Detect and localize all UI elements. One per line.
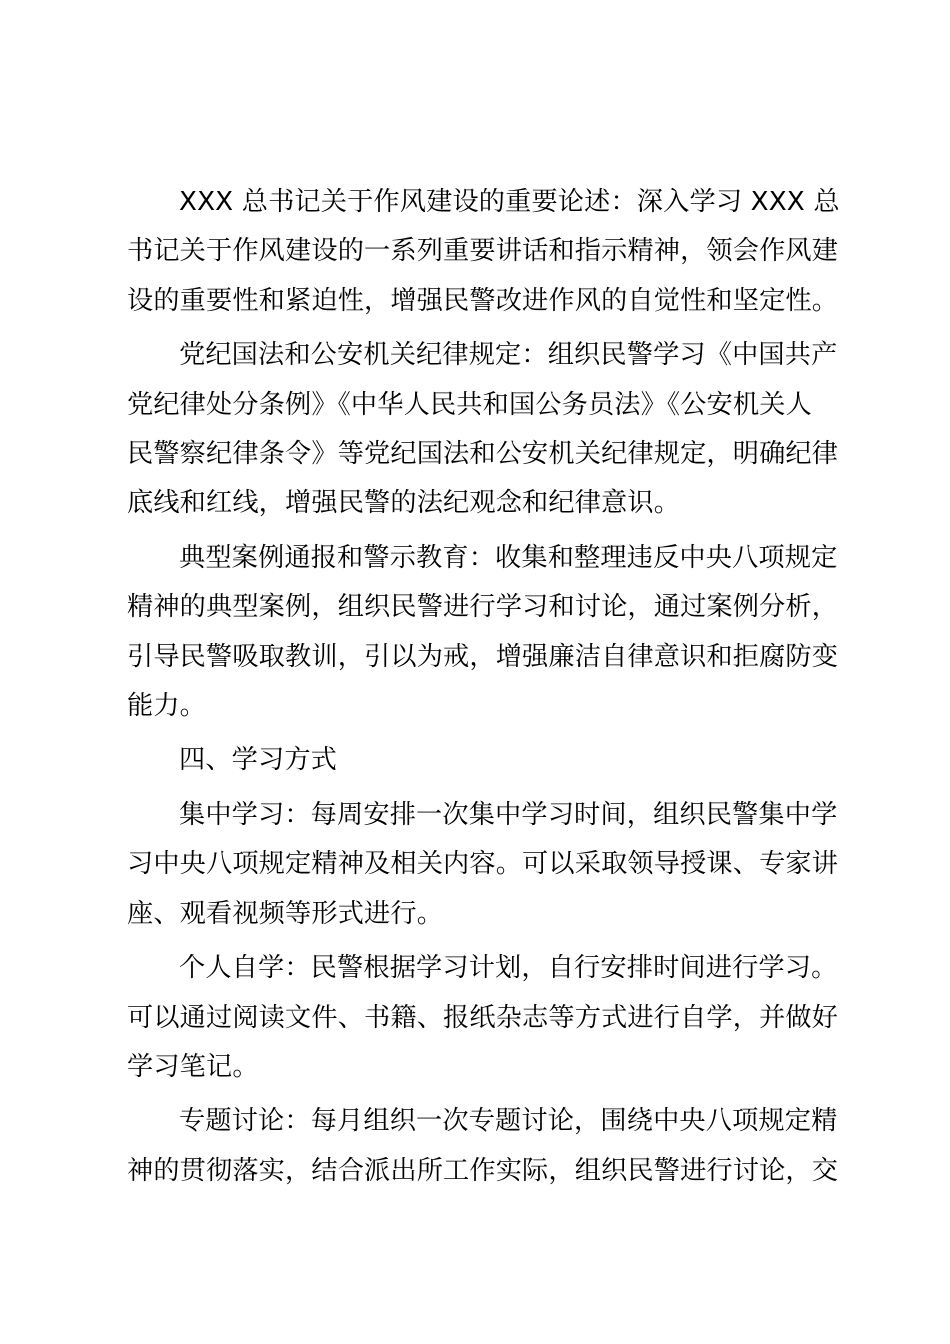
text-line: 神的贯彻落实，结合派出所工作实际，组织民警进行讨论，交 bbox=[127, 1155, 839, 1186]
text-line: 可以通过阅读文件、书籍、报纸杂志等方式进行自学，并做好 bbox=[127, 1002, 839, 1033]
paragraph-topic-discussion bbox=[127, 1097, 839, 1196]
text-line: 党纪律处分条例》《中华人民共和国公务员法》《公安机关人 bbox=[127, 389, 812, 420]
paragraph-party-discipline bbox=[127, 331, 839, 529]
section-heading: 四、学习方式 bbox=[179, 745, 338, 776]
paragraph-centralized-study bbox=[127, 791, 839, 939]
text-line: 个人自学：民警根据学习计划，自行安排时间进行学习。 bbox=[179, 953, 838, 984]
text-line: 专题讨论：每月组织一次专题讨论，围绕中央八项规定精 bbox=[179, 1106, 838, 1137]
section-heading-study-methods bbox=[127, 736, 833, 785]
paragraph-self-study bbox=[127, 944, 839, 1092]
text-line: 底线和红线，增强民警的法纪观念和纪律意识。 bbox=[127, 488, 681, 519]
paragraph-case-warning bbox=[127, 534, 839, 732]
text-line: 引导民警吸取教训，引以为戒，增强廉洁自律意识和拒腐防变 bbox=[127, 641, 839, 672]
paragraph-xi-on-work-style bbox=[127, 178, 840, 326]
text-line: 学习笔记。 bbox=[127, 1051, 259, 1082]
text-line: 设的重要性和紧迫性，增强民警改进作风的自觉性和坚定性。 bbox=[127, 285, 839, 316]
document-page bbox=[127, 178, 840, 1201]
text-line: 典型案例通报和警示教育：收集和整理违反中央八项规定 bbox=[179, 542, 838, 573]
text-line: 集中学习：每周安排一次集中学习时间，组织民警集中学 bbox=[179, 799, 838, 830]
text-line: 座、观看视频等形式进行。 bbox=[127, 898, 444, 929]
text-line: XXX 总书记关于作风建设的重要论述：深入学习 XXX 总 bbox=[179, 187, 840, 217]
text-line: 民警察纪律条令》等党纪国法和公安机关纪律规定，明确纪律 bbox=[127, 439, 839, 470]
text-line: 书记关于作风建设的一系列重要讲话和指示精神，领会作风建 bbox=[127, 236, 839, 267]
text-line: 精神的典型案例，组织民警进行学习和讨论，通过案例分析， bbox=[127, 592, 839, 623]
text-line: 党纪国法和公安机关纪律规定：组织民警学习《中国共产 bbox=[179, 340, 838, 371]
text-line: 能力。 bbox=[127, 691, 207, 722]
text-line: 习中央八项规定精神及相关内容。可以采取领导授课、专家讲 bbox=[127, 849, 839, 880]
